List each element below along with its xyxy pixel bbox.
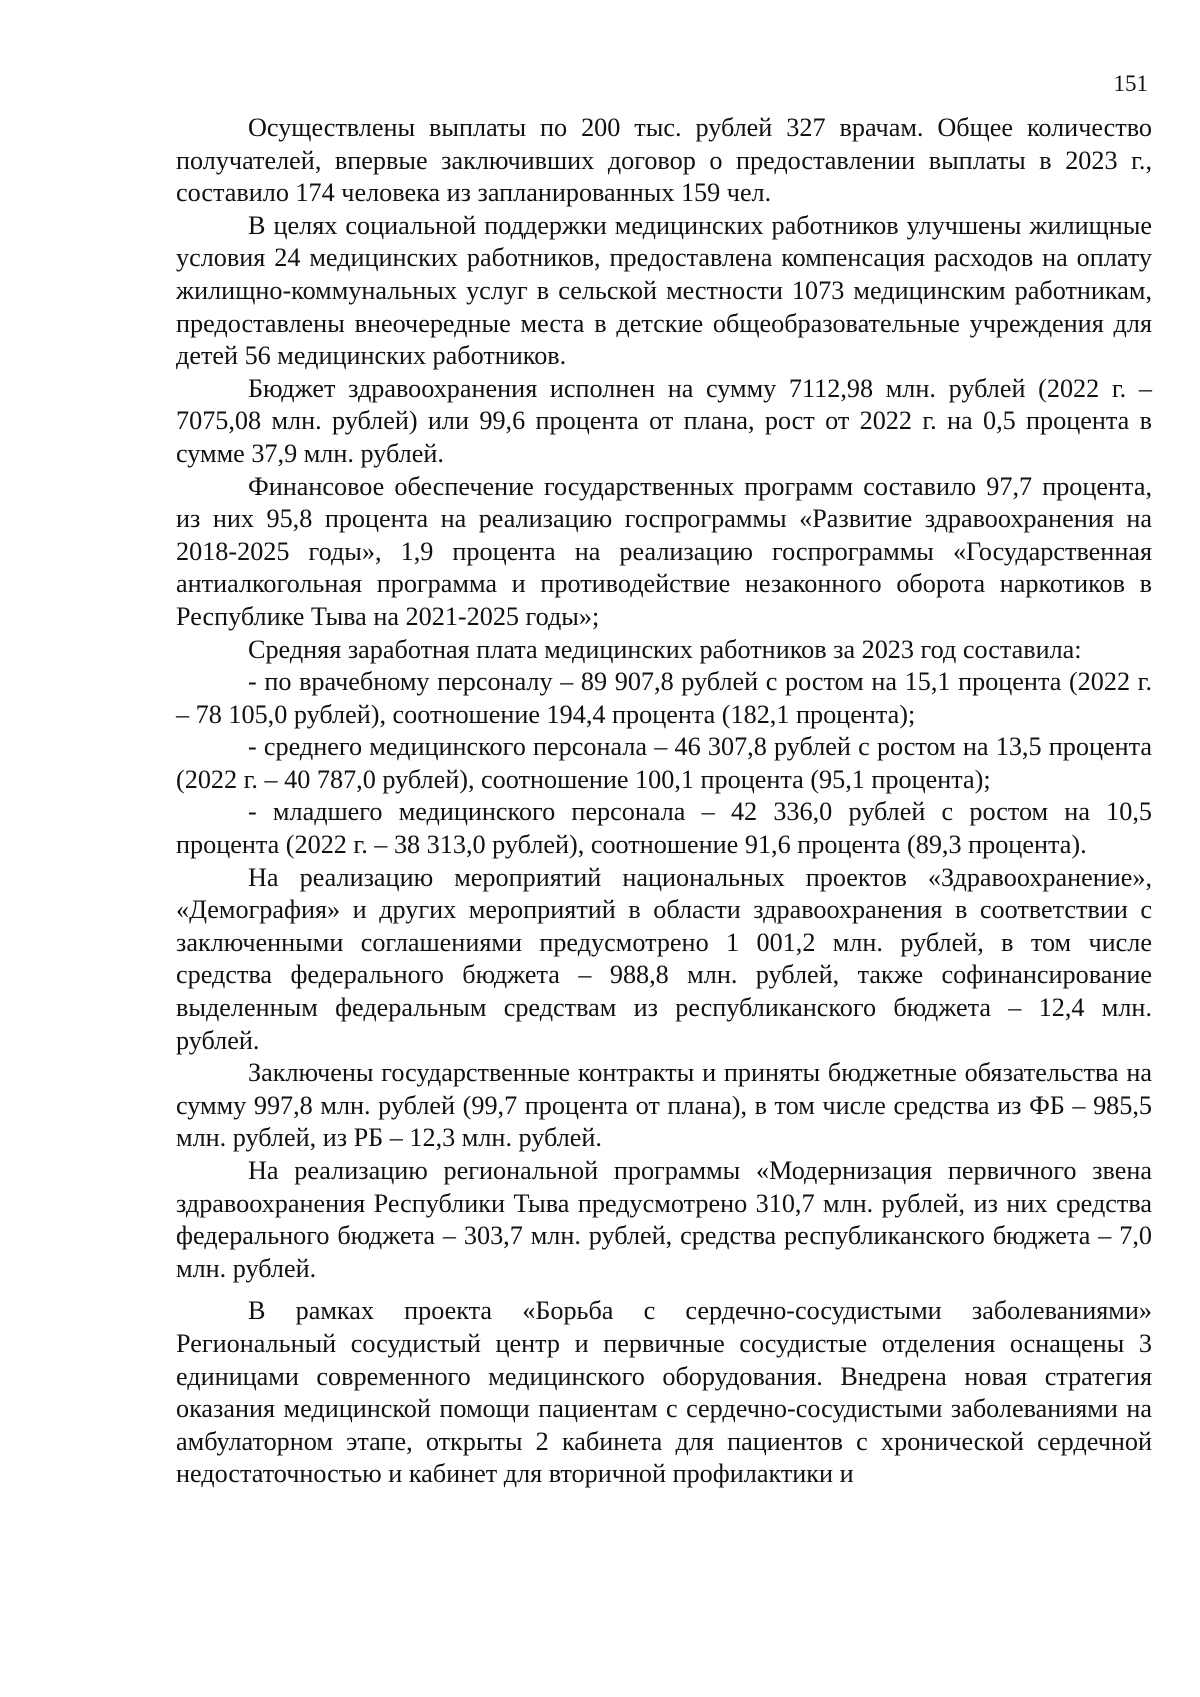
paragraph-contracts: Заключены государственные контракты и приняты бюджетные обязательства на сумму 997,8 млн. рублей (99,7 процента от плана), в том числе средства из ФБ – 985,5 млн. рублей, из РБ – 12,3 млн. рублей.	[176, 1058, 1152, 1153]
paragraph-salary-mid-staff: - среднего медицинского персонала – 46 307,8 рублей с ростом на 13,5 процента (2022 г. – 40 787,0 рублей), соотношение 100,1 процента (95,1 процента);	[176, 732, 1152, 794]
paragraph-salary-doctors: - по врачебному персоналу – 89 907,8 рублей с ростом на 15,1 процента (2022 г. – 78 105,0 рублей), соотношение 194,4 процента (182,1 процента);	[176, 667, 1152, 729]
paragraph-budget: Бюджет здравоохранения исполнен на сумму 7112,98 млн. рублей (2022 г. – 7075,08 млн. рублей) или 99,6 процента от плана, рост от 2022 г. на 0,5 процента в сумме 37,9 млн. рублей.	[176, 373, 1152, 468]
paragraph-state-programs: Финансовое обеспечение государственных программ составило 97,7 процента, из них 95,8 процента на реализацию госпрограммы «Развитие здравоохранения на 2018-2025 годы», 1,9 процента на реализацию госпрограммы «Государственная антиалкогольная программа и противодействие незаконного оборота наркотиков в Республике Тыва на 2021-2025 годы»;	[176, 471, 1152, 631]
paragraph-modernization: На реализацию региональной программы «Модернизация первичного звена здравоохранения Республики Тыва предусмотрено 310,7 млн. рублей, из них средства федерального бюджета – 303,7 млн. рублей, средства республиканского бюджета – 7,0 млн. рублей.	[176, 1156, 1152, 1283]
document-body	[176, 112, 1152, 1491]
paragraph-average-salary: Средняя заработная плата медицинских работников за 2023 год составила:	[248, 634, 1082, 664]
paragraph-salary-junior-staff: - младшего медицинского персонала – 42 336,0 рублей с ростом на 10,5 процента (2022 г. – 38 313,0 рублей), соотношение 91,6 процента (89,3 процента).	[176, 797, 1152, 860]
paragraph-payments: Осуществлены выплаты по 200 тыс. рублей 327 врачам. Общее количество получателей, впервые заключивших договор о предоставлении выплаты в 2023 г., составило 174 человека из запланированных 159 чел.	[176, 113, 1152, 208]
page-number: 151	[1113, 71, 1148, 96]
paragraph-cardiovascular: В рамках проекта «Борьба с сердечно-сосудистыми заболеваниями» Региональный сосудистый центр и первичные сосудистые отделения оснащены 3 единицами современного медицинского оборудования. Внедрена новая стратегия оказания медицинской помощи пациентам с сердечно-сосудистыми заболеваниями на амбулаторном этапе, открыты 2 кабинета для пациентов с хронической сердечной недостаточностью и кабинет для вторичной профилактики и	[176, 1296, 1152, 1489]
paragraph-social-support: В целях социальной поддержки медицинских работников улучшены жилищные условия 24 медицинских работников, предоставлена компенсация расходов на оплату жилищно-коммунальных услуг в сельской местности 1073 медицинским работникам, предоставлены внеочередные места в детские общеобразовательные учреждения для детей 56 медицинских работников.	[176, 210, 1152, 371]
paragraph-national-projects: На реализацию мероприятий национальных проектов «Здравоохранение», «Демография» и других мероприятий в области здравоохранения в соответствии с заключенными соглашениями предусмотрено 1 001,2 млн. рублей, в том числе средства федерального бюджета – 988,8 млн. рублей, также софинансирование выделенным федеральным средствам из республиканского бюджета – 12,4 млн. рублей.	[176, 862, 1152, 1055]
